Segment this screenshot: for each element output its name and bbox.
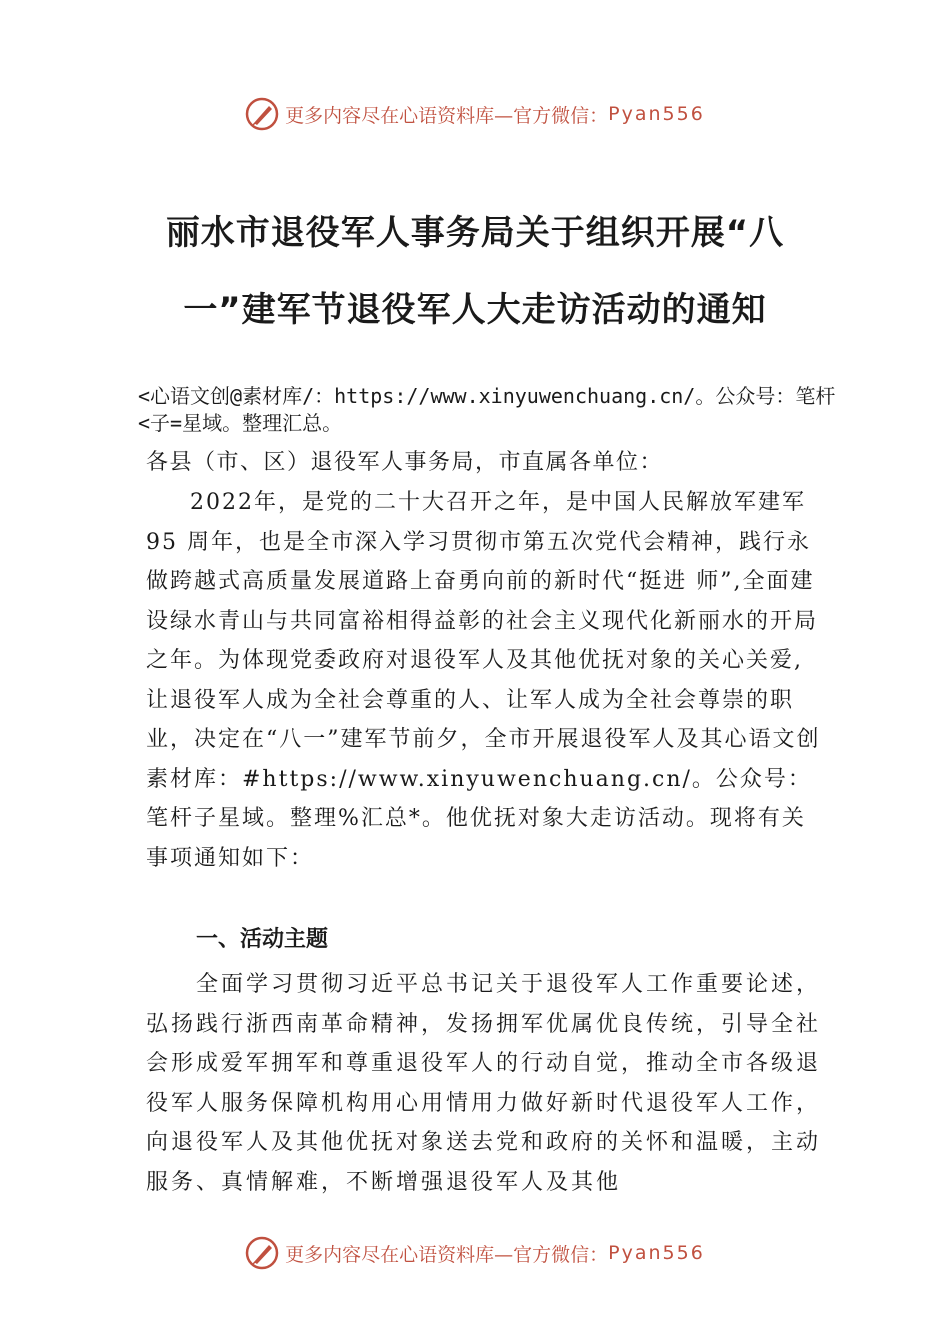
footer-banner <box>0 1233 950 1273</box>
header-banner <box>0 94 950 134</box>
brush-logo-icon <box>245 1236 279 1270</box>
brush-logo-icon <box>245 97 279 131</box>
body-paragraph-2: 全面学习贯彻习近平总书记关于退役军人工作重要论述，弘扬践行浙西南革命精神，发扬拥军优属优良传统，引导全社会形成爱军拥军和尊重退役军人的行动自觉，推动全市各级退役军人服务保障机构用心用情用力做好新时代退役军人工作，向退役军人及其他优抚对象送去党和政府的关怀和温暖，主动服务、真情解难，不断增强退役军人及其他 <box>146 972 822 1195</box>
document-title-line1: 丽水市退役军人事务局关于组织开展“八 <box>165 213 785 253</box>
body-paragraph-1: 2022年，是党的二十大召开之年，是中国人民解放军建军 95 周年，也是全市深入学习贯彻市第五次党代会精神，践行永做跨越式高质量发展道路上奋勇向前的新时代“挺进 师”,全面建设绿水青山与共同富裕相得益彰的社会主义现代化新丽水的开局之年。为体现党委政府对退役军人及其他优抚对象的关心关爱,让退役军人成为全社会尊重的人、让军人成为全社会尊崇的职业，决定在“八一”建军节前夕，全市开展退役军人及其心语文创素材库：#https://www.xinyuwenchuang.cn/。公众号：笔杆子星域。整理%汇总*。他优抚对象大走访活动。现将有关事项通知如下： <box>146 490 821 871</box>
salutation: 各县（市、区）退役军人事务局，市直属各单位： <box>146 450 664 475</box>
document-title-line2: 一”建军节退役军人大走访活动的通知 <box>183 290 767 330</box>
banner-text: 更多内容尽在心语资料库—官方微信： <box>285 1243 609 1266</box>
banner-text: 更多内容尽在心语资料库—官方微信： <box>285 104 609 127</box>
banner-contact: Pyan556 <box>608 1242 705 1264</box>
section-heading-1: 一、活动主题 <box>196 927 329 952</box>
banner-contact: Pyan556 <box>608 103 705 125</box>
source-note: <心语文创@素材库/：https://www.xinyuwenchuang.cn/。公众号：笔杆<子=星域。整理汇总。 <box>138 384 836 435</box>
